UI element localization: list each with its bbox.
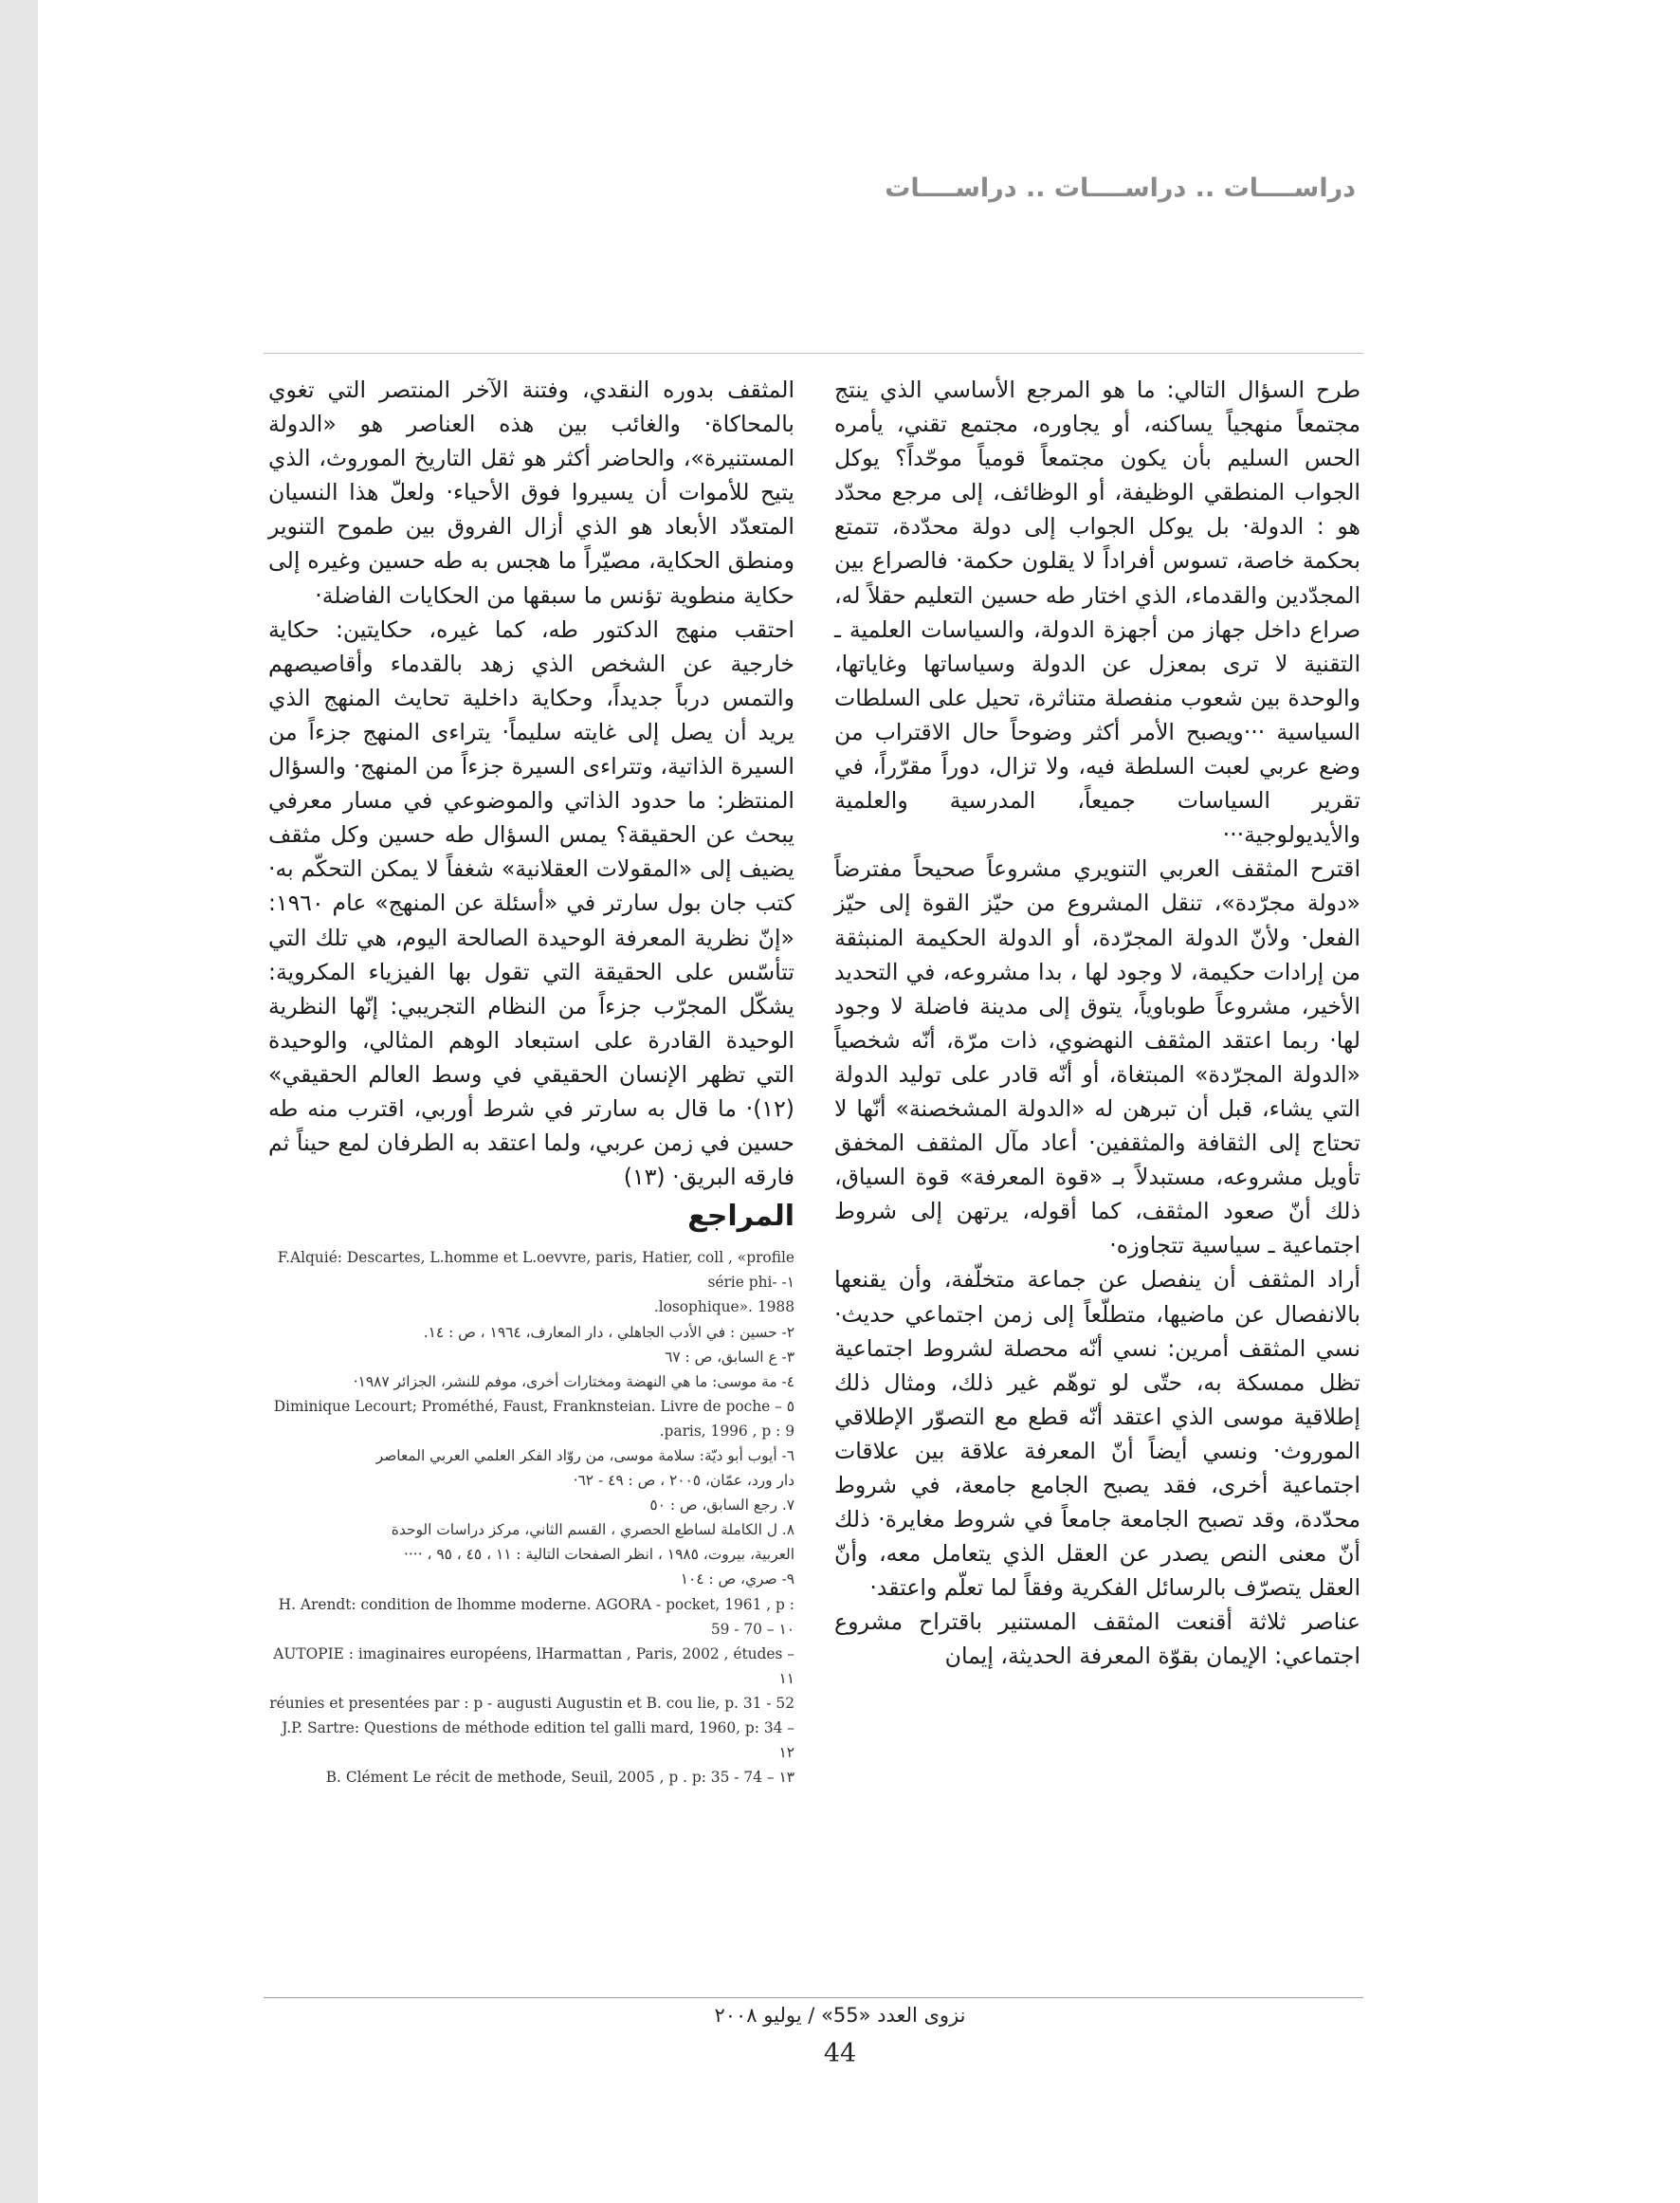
references-heading: المراجع: [687, 1200, 794, 1234]
header-divider: [264, 353, 1363, 354]
reference-item: H. Arendt: condition de lhomme moderne. AGORA - pocket, 1961 , p : 59 - 70 – ١٠: [278, 1595, 794, 1638]
reference-item: réunies et presentées par : p - augusti Augustin et B. cou lie, p. 31 - 52: [269, 1694, 794, 1712]
reference-item: .paris, 1996 , p : 9: [659, 1422, 794, 1440]
reference-item: العربية، بيروت، ١٩٨٥ ، انظر الصفحات التالية : ١١ ، ٤٥ ، ٩٥ ، ····: [404, 1546, 794, 1564]
reference-item: J.P. Sartre: Questions de méthode edition tel galli mard, 1960, p: 34 – ١٢: [282, 1719, 794, 1762]
reference-item: ٦- أيوب أبو ديّة: سلامة موسى، من روّاد الفكر العلمي العربي المعاصر: [375, 1447, 794, 1464]
reference-item: ٢- حسين : في الأدب الجاهلي ، دار المعارف، ١٩٦٤ ، ص : ١٤.: [423, 1323, 794, 1341]
reference-item: دار ورد، عمّان، ٢٠٠٥ ، ص : ٤٩ - ٦٢·: [573, 1472, 794, 1490]
reference-item: F.Alquié: Descartes, L.homme et L.oevvre, paris, Hatier, coll , «profile série phi- -١: [277, 1249, 794, 1292]
reference-item: AUTOPIE : imaginaires européens, lHarmattan , Paris, 2002 , études – ١١: [273, 1644, 794, 1687]
reference-item: ٤- مة موسى: ما هي النهضة ومختارات أخرى، موفم للنشر، الجزائر ١٩٨٧·: [353, 1372, 794, 1390]
paragraph: طرح السؤال التالي: ما هو المرجع الأساسي الذي ينتج مجتمعاً منهجياً يساكنه، أو يجاوره، مجتمع تقني، يأمره الحس السليم بأن يكون مجتمعاً قومياً موحّداً؟ يوكل الجواب المنطقي الوظيفة، أو الوظائف، إلى مرجع محدّد هو : الدولة· بل يوكل الجواب إلى دولة محدّدة، تتمتع بحكمة خاصة، تسوس أفراداً لا يقلون حكمة· فالصراع بين المجدّدين والقدماء، الذي اختار طه حسين التعليم حقلاً له، صراع داخل جهاز من أجهزة الدولة، والسياسات العلمية ـ التقنية لا ترى بمعزل عن الدولة وسياساتها وغاياتها، والوحدة بين شعوب منفصلة متناثرة، تحيل على السلطات السياسية ···ويصبح الأمر أكثر وضوحاً حال الاقتراب من وضع عربي لعبت السلطة فيه، ولا تزال، دوراً مقرّراً، في تقرير السياسات جميعاً، المدرسية والعلمية والأيديولوجية···: [834, 376, 1360, 849]
paragraph: عناصر ثلاثة أقنعت المثقف المستنير باقتراح مشروع اجتماعي: الإيمان بقوّة المعرفة الحديثة، إيمان: [834, 1608, 1360, 1670]
paragraph: اقترح المثقف العربي التنويري مشروعاً صحيحاً مفترضاً «دولة مجرّدة»، تنقل المشروع من حيّز القوة إلى حيّز الفعل· ولأنّ الدولة المجرّدة، أو الدولة الحكيمة المنبثقة من إرادات حكيمة، لا وجود لها ، بدا مشروعه، في التحديد الأخير، مشروعاً طوباوياً، يتوق إلى مدينة فاضلة لا وجود لها· ربما اعتقد المثقف النهضوي، ذات مرّة، أنّه شخصياً «الدولة المجرّدة» المبتغاة، أو أنّه قادر على توليد الدولة التي يشاء، قبل أن تبرهن له «الدولة المشخصنة» أنّها لا تحتاج إلى الثقافة والمثقفين· أعاد مآل المثقف المخفق تأويل مشروعه، مستبدلاً بـ «قوة المعرفة» قوة السياق، ذلك أنّ صعود المثقف، كما أقوله، يرتهن إلى شروط اجتماعية ـ سياسية تتجاوزه·: [834, 855, 1360, 1259]
article-column-left: [268, 373, 794, 1790]
reference-item: ٨. ل الكاملة لساطع الحصري ، القسم الثاني، مركز دراسات الوحدة: [391, 1521, 794, 1539]
issue-line: نزوى العدد «55» / يوليو ٢٠٠٨: [714, 2004, 966, 2027]
page-number: 44: [823, 2039, 857, 2068]
reference-item: .losophique». 1988: [653, 1298, 794, 1316]
reference-item: B. Clément Le récit de methode, Seuil, 2005 , p . p: 35 - 74 – ١٣: [325, 1769, 794, 1787]
references-list: [268, 1245, 794, 1790]
reference-item: ٧. رجع السابق، ص : ٥٠: [649, 1496, 794, 1515]
reference-item: ٣- ع السابق، ص : ٦٧: [665, 1348, 794, 1366]
running-header: دراســــات .. دراســــات .. دراســــات: [885, 174, 1356, 203]
footer-divider: [264, 1997, 1363, 1998]
reference-item: ٩- صري، ص : ١٠٤: [680, 1570, 794, 1588]
paragraph: المثقف بدوره النقدي، وفتنة الآخر المنتصر التي تغوي بالمحاكاة· والغائب بين هذه العناصر هو «الدولة المستنيرة»، والحاضر أكثر هو ثقل التاريخ الموروث، الذي يتيح للأموات أن يسيروا فوق الأحياء· ولعلّ هذا النسيان المتعدّد الأبعاد هو الذي أزال الفروق بين طموح التنوير ومنطق الحكاية، مصيّراً ما هجس به طه حسين وغيره إلى حكاية منطوية تؤنس ما سبقها من الحكايات الفاضلة·: [268, 376, 794, 609]
paragraph: أراد المثقف أن ينفصل عن جماعة متخلّفة، وأن يقنعها بالانفصال عن ماضيها، متطلّعاً إلى زمن اجتماعي حديث· نسي المثقف أمرين: نسي أنّه محصلة لشروط اجتماعية تظل ممسكة به، حتّى لو توهّم غير ذلك، ومثال ذلك إطلاقية موسى الذي اعتقد أنّه قطع مع التصوّر الإطلاقي الموروث· ونسي أيضاً أنّ المعرفة علاقة بين علاقات اجتماعية أخرى، فقد يصبح الجامع جامعة، في شروط محدّدة، وقد تصبح الجامعة جامعاً في شروط مغايرة· ذلك أنّ معنى النص يصدر عن العقل الذي يتعامل معه، وأنّ العقل يتصرّف بالرسائل الفكرية وفقاً لما تعلّم واعتقد·: [834, 1266, 1360, 1602]
article-column-right: [834, 373, 1360, 1674]
reference-item: Diminique Lecourt; Prométhé, Faust, Franknsteian. Livre de poche – ٥: [273, 1397, 794, 1415]
paragraph: احتقب منهج الدكتور طه، كما غيره، حكايتين: حكاية خارجية عن الشخص الذي زهد بالقدماء وأقاصيصهم والتمس درباً جديداً، وحكاية داخلية تحايث المنهج الذي يريد أن يصل إلى غايته سليماً· يتراءى المنهج جزءاً من السيرة الذاتية، وتتراءى السيرة جزءاً من المنهج· والسؤال المنتظر: ما حدود الذاتي والموضوعي في مسار معرفي يبحث عن الحقيقة؟ يمس السؤال طه حسين وكل مثقف يضيف إلى «المقولات العقلانية» شغفاً لا يمكن التحكّم به· كتب جان بول سارتر في «أسئلة عن المنهج» عام ١٩٦٠: «إنّ نظرية المعرفة الوحيدة الصالحة اليوم، هي تلك التي تتأسّس على الحقيقة التي تقول بها الفيزياء المكروية: يشكّل المجرّب جزءاً من النظام التجريبي: إنّها النظرية الوحيدة القادرة على استبعاد الوهم المثالي، والوحيدة التي تظهر الإنسان الحقيقي في وسط العالم الحقيقي» (١٢)· ما قال به سارتر في شرط أوربي، اقترب منه طه حسين في زمن عربي، ولما اعتقد به الطرفان لمع حيناً ثم فارقه البريق· (١٣): [268, 615, 794, 1191]
left-margin-band: [0, 0, 38, 2203]
